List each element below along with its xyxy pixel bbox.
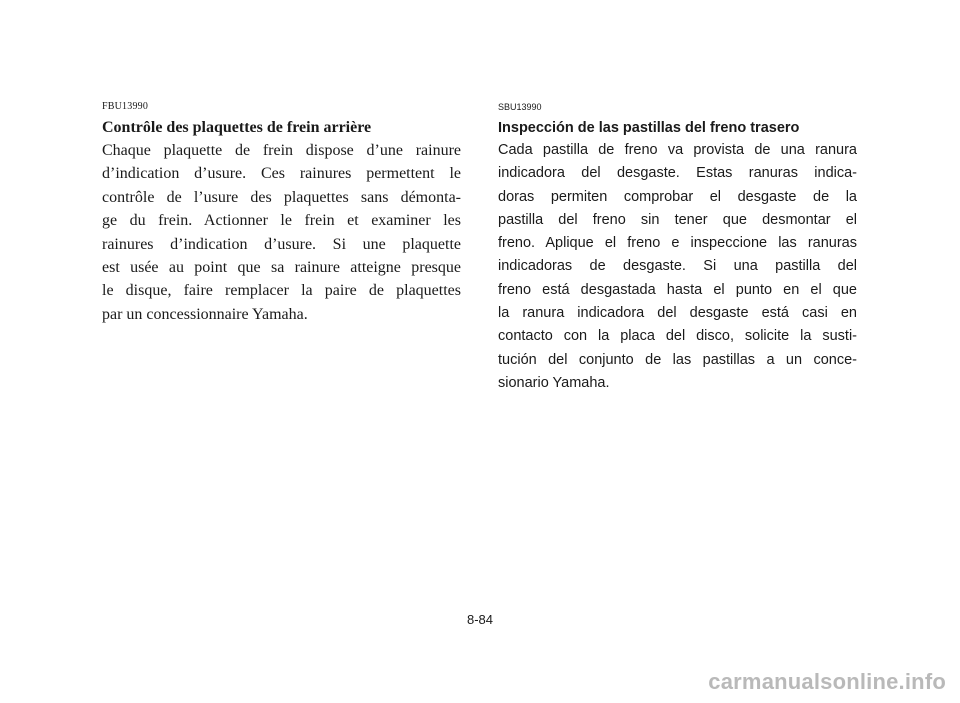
body-line-es: la ranura indicadora del desgaste está casi en [498,305,857,322]
section-code-es: SBU13990 [498,102,542,112]
page-number: 8-84 [466,612,494,627]
watermark: carmanualsonline.info [708,669,946,694]
french-column [102,100,461,326]
body-line-es: indicadora del desgaste. Estas ranuras indica- [498,165,857,182]
body-line-fr: rainures d’indication d’usure. Si une plaquette [102,235,461,253]
body-line-fr: le disque, faire remplacer la paire de plaquettes [102,282,461,300]
section-title-es: Inspección de las pastillas del freno trasero [498,120,800,136]
body-line-es: pastilla del freno sin tener que desmontar el [498,211,857,228]
body-line-es: freno. Aplique el freno e inspeccione las ranuras [498,235,857,252]
body-line-es: contacto con la placa del disco, solicite la susti- [498,328,857,345]
body-text-es [498,139,857,395]
body-line-fr: Chaque plaquette de frein dispose d’une rainure [102,142,461,159]
spanish-column [498,100,857,395]
section-title-fr: Contrôle des plaquettes de frein arrière [102,119,372,136]
body-line-es: freno está desgastada hasta el punto en el que [498,281,857,298]
body-line-fr: par un concessionnaire Yamaha. [102,305,308,323]
body-line-fr: est usée au point que sa rainure atteigne presque [102,259,461,277]
body-line-fr: ge du frein. Actionner le frein et examiner les [102,212,461,230]
body-text-fr [102,139,461,326]
body-line-es: tución del conjunto de las pastillas a un conce- [498,351,857,368]
body-line-es: Cada pastilla de freno va provista de una ranura [498,142,857,158]
body-line-es: indicadoras de desgaste. Si una pastilla del [498,258,857,275]
body-line-es: sionario Yamaha. [498,374,610,391]
body-line-es: doras permiten comprobar el desgaste de la [498,188,857,205]
section-code-fr: FBU13990 [102,101,149,112]
body-line-fr: contrôle de l’usure des plaquettes sans démonta- [102,188,461,206]
body-line-fr: d’indication d’usure. Ces rainures permettent le [102,165,461,183]
